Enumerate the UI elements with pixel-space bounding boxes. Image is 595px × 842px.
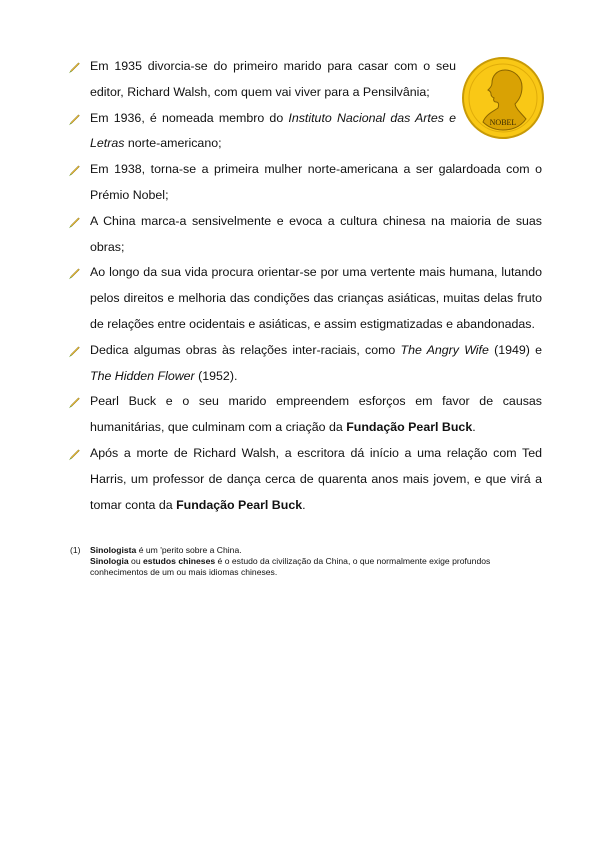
- bullet-list: [68, 54, 542, 518]
- bullet-text: Após a morte de Richard Walsh, a escritora dá início a uma relação com Ted Harris, um professor de dança cerca de quarenta anos mais jovem, e que virá a tomar conta da: [90, 445, 542, 512]
- list-item: [68, 260, 542, 337]
- bullet-text: Em 1936, é nomeada membro do: [90, 110, 289, 125]
- footnote-term: estudos chineses: [143, 556, 216, 567]
- pencil-icon: [68, 114, 80, 126]
- list-item: [68, 54, 456, 106]
- bullet-text: Em 1935 divorcia-se do primeiro marido para casar com o seu editor, Richard Walsh, com quem vai viver para a Pensilvânia;: [90, 59, 456, 99]
- bullet-text: Dedica algumas obras às relações inter-raciais, como: [90, 342, 401, 357]
- bullet-text: Pearl Buck e o seu marido empreendem esforços em favor de causas humanitárias, que culminam com a criação da: [90, 394, 542, 435]
- list-item: [68, 441, 542, 518]
- pencil-icon: [68, 449, 80, 461]
- bullet-text: Ao longo da sua vida procura orientar-se por uma vertente mais humana, lutando pelos direitos e melhoria das condições das crianças asiáticas, muitas delas fruto de relações entre ocidentais e asiáticas, e assim estigmatizadas e abandonadas.: [90, 265, 542, 331]
- bullet-text: .: [472, 420, 476, 435]
- bullet-text: norte-americano;: [124, 136, 222, 151]
- institution-name: Instituto Nacional das Artes e Letras: [90, 110, 456, 151]
- list-item: [68, 209, 542, 261]
- book-title: The Hidden Flower: [90, 368, 195, 383]
- footnote-marker: (1): [70, 545, 81, 555]
- bullet-text: .: [302, 497, 306, 512]
- bullet-text: (1949) e: [488, 342, 542, 357]
- list-item: [68, 157, 542, 209]
- pencil-icon: [68, 165, 80, 177]
- footnote-line: [90, 556, 545, 578]
- list-item: [68, 389, 542, 441]
- bullet-text: Em 1938, torna-se a primeira mulher norte-americana a ser galardoada com o Prémio Nobel;: [90, 162, 542, 202]
- footnote-term: Sinologia: [90, 556, 129, 567]
- pencil-icon: [68, 397, 80, 409]
- bullet-text: (1952).: [194, 368, 238, 383]
- pencil-icon: [68, 346, 80, 358]
- footnote-text: ou: [128, 556, 144, 567]
- pencil-icon: [68, 62, 80, 74]
- footnote-line: [90, 545, 545, 556]
- footnote-body: [90, 545, 545, 579]
- footnote: [70, 545, 545, 579]
- medal-label: NOBEL: [489, 118, 517, 127]
- pencil-icon: [68, 268, 80, 280]
- foundation-name: Fundação Pearl Buck: [346, 420, 473, 435]
- book-title: The Angry Wife: [400, 342, 489, 357]
- list-item: [68, 106, 456, 158]
- pencil-icon: [68, 217, 80, 229]
- list-item: [68, 338, 542, 390]
- footnote-text: é o estudo da civilização da China, o que normalmente exige profundos conhecimentos de um ou mais idiomas chineses.: [90, 556, 491, 578]
- bullet-text: A China marca-a sensivelmente e evoca a cultura chinesa na maioria de suas obras;: [90, 213, 542, 254]
- foundation-name: Fundação Pearl Buck: [176, 497, 303, 512]
- footnote-term: Sinologista: [90, 545, 137, 555]
- footnote-text: é um 'perito sobre a China.: [136, 545, 242, 555]
